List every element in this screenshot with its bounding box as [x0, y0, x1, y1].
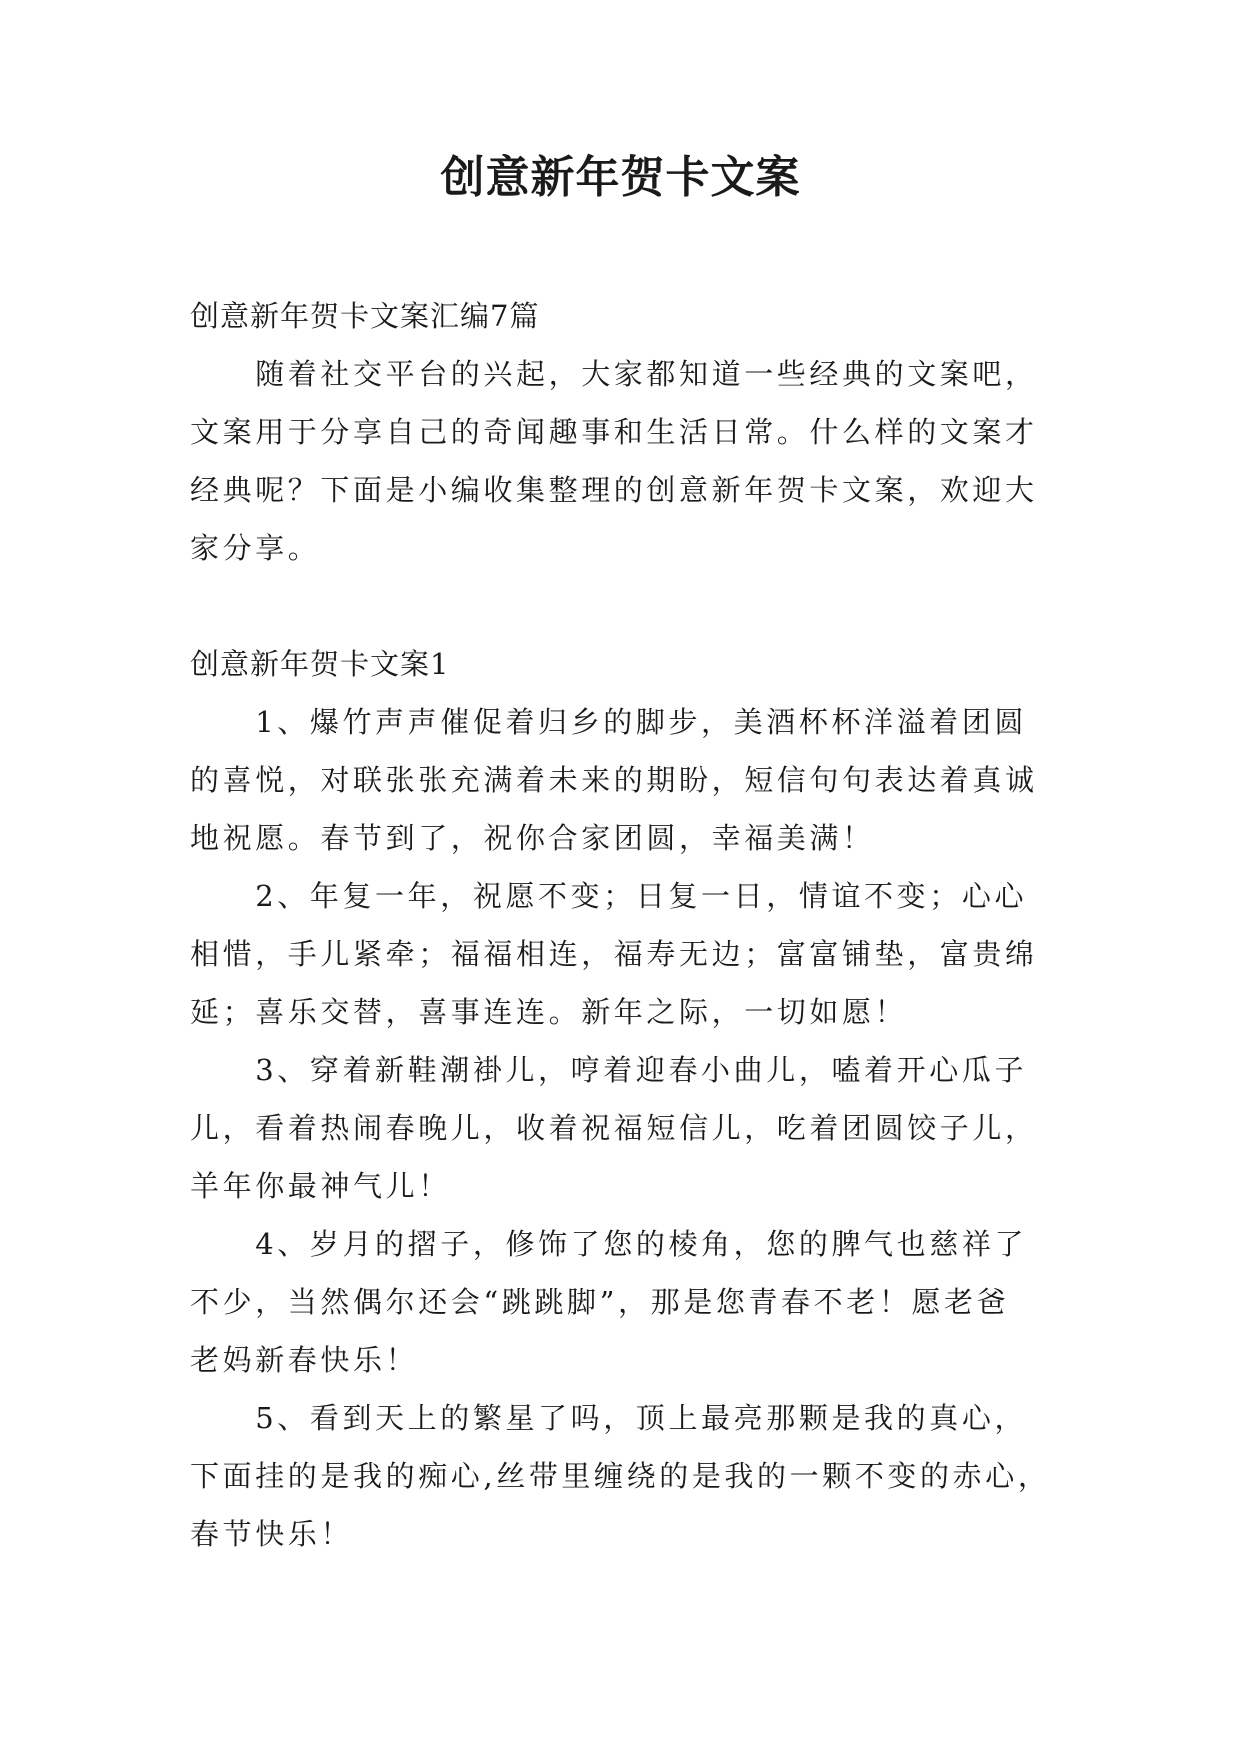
greeting-line: 1、爆竹声声催促着归乡的脚步，美酒杯杯洋溢着团圆: [190, 705, 1028, 739]
section-spacer: [190, 577, 1070, 635]
section-heading: 创意新年贺卡文案1: [190, 647, 450, 681]
intro-line: 随着社交平台的兴起，大家都知道一些经典的文案吧，: [190, 357, 1038, 391]
greeting-line: 4、岁月的摺子，修饰了您的棱角，您的脾气也慈祥了: [190, 1227, 1028, 1261]
greeting-line: 下面挂的是我的痴心,丝带里缠绕的是我的一颗不变的赤心，: [190, 1459, 1051, 1493]
intro-line: 经典呢？下面是小编收集整理的创意新年贺卡文案，欢迎大: [190, 473, 1038, 507]
document-title: 创意新年贺卡文案: [440, 152, 801, 203]
greeting-item-4: [190, 1215, 1070, 1389]
greeting-line: 相惜，手儿紧牵；福福相连，福寿无边；富富铺垫，富贵绵: [190, 937, 1038, 971]
intro-line: 家分享。: [190, 531, 321, 565]
greeting-line: 春节快乐！: [190, 1517, 354, 1551]
greeting-item-3: [190, 1041, 1070, 1215]
greeting-line: 3、穿着新鞋潮褂儿，哼着迎春小曲儿，嗑着开心瓜子: [190, 1053, 1028, 1087]
greeting-line: 不少，当然偶尔还会“跳跳脚”，那是您青春不老！愿老爸: [190, 1285, 1010, 1319]
greeting-item-1: [190, 693, 1070, 867]
greeting-line: 羊年你最神气儿！: [190, 1169, 451, 1203]
document-subtitle: 创意新年贺卡文案汇编7篇: [190, 299, 540, 333]
greeting-item-2: [190, 867, 1070, 1041]
greeting-item-5: [190, 1389, 1070, 1563]
greeting-line: 延；喜乐交替，喜事连连。新年之际，一切如愿！: [190, 995, 908, 1029]
greeting-line: 5、看到天上的繁星了吗，顶上最亮那颗是我的真心，: [190, 1401, 1028, 1435]
greeting-line: 儿，看着热闹春晚儿，收着祝福短信儿，吃着团圆饺子儿，: [190, 1111, 1038, 1145]
greeting-line: 老妈新春快乐！: [190, 1343, 419, 1377]
intro-line: 文案用于分享自己的奇闻趣事和生活日常。什么样的文案才: [190, 415, 1038, 449]
greeting-line: 地祝愿。春节到了，祝你合家团圆，幸福美满！: [190, 821, 875, 855]
document-body: [190, 287, 1070, 1563]
intro-paragraph: [190, 345, 1070, 577]
greeting-line: 的喜悦，对联张张充满着未来的期盼，短信句句表达着真诚: [190, 763, 1038, 797]
greeting-line: 2、年复一年，祝愿不变；日复一日，情谊不变；心心: [190, 879, 1028, 913]
